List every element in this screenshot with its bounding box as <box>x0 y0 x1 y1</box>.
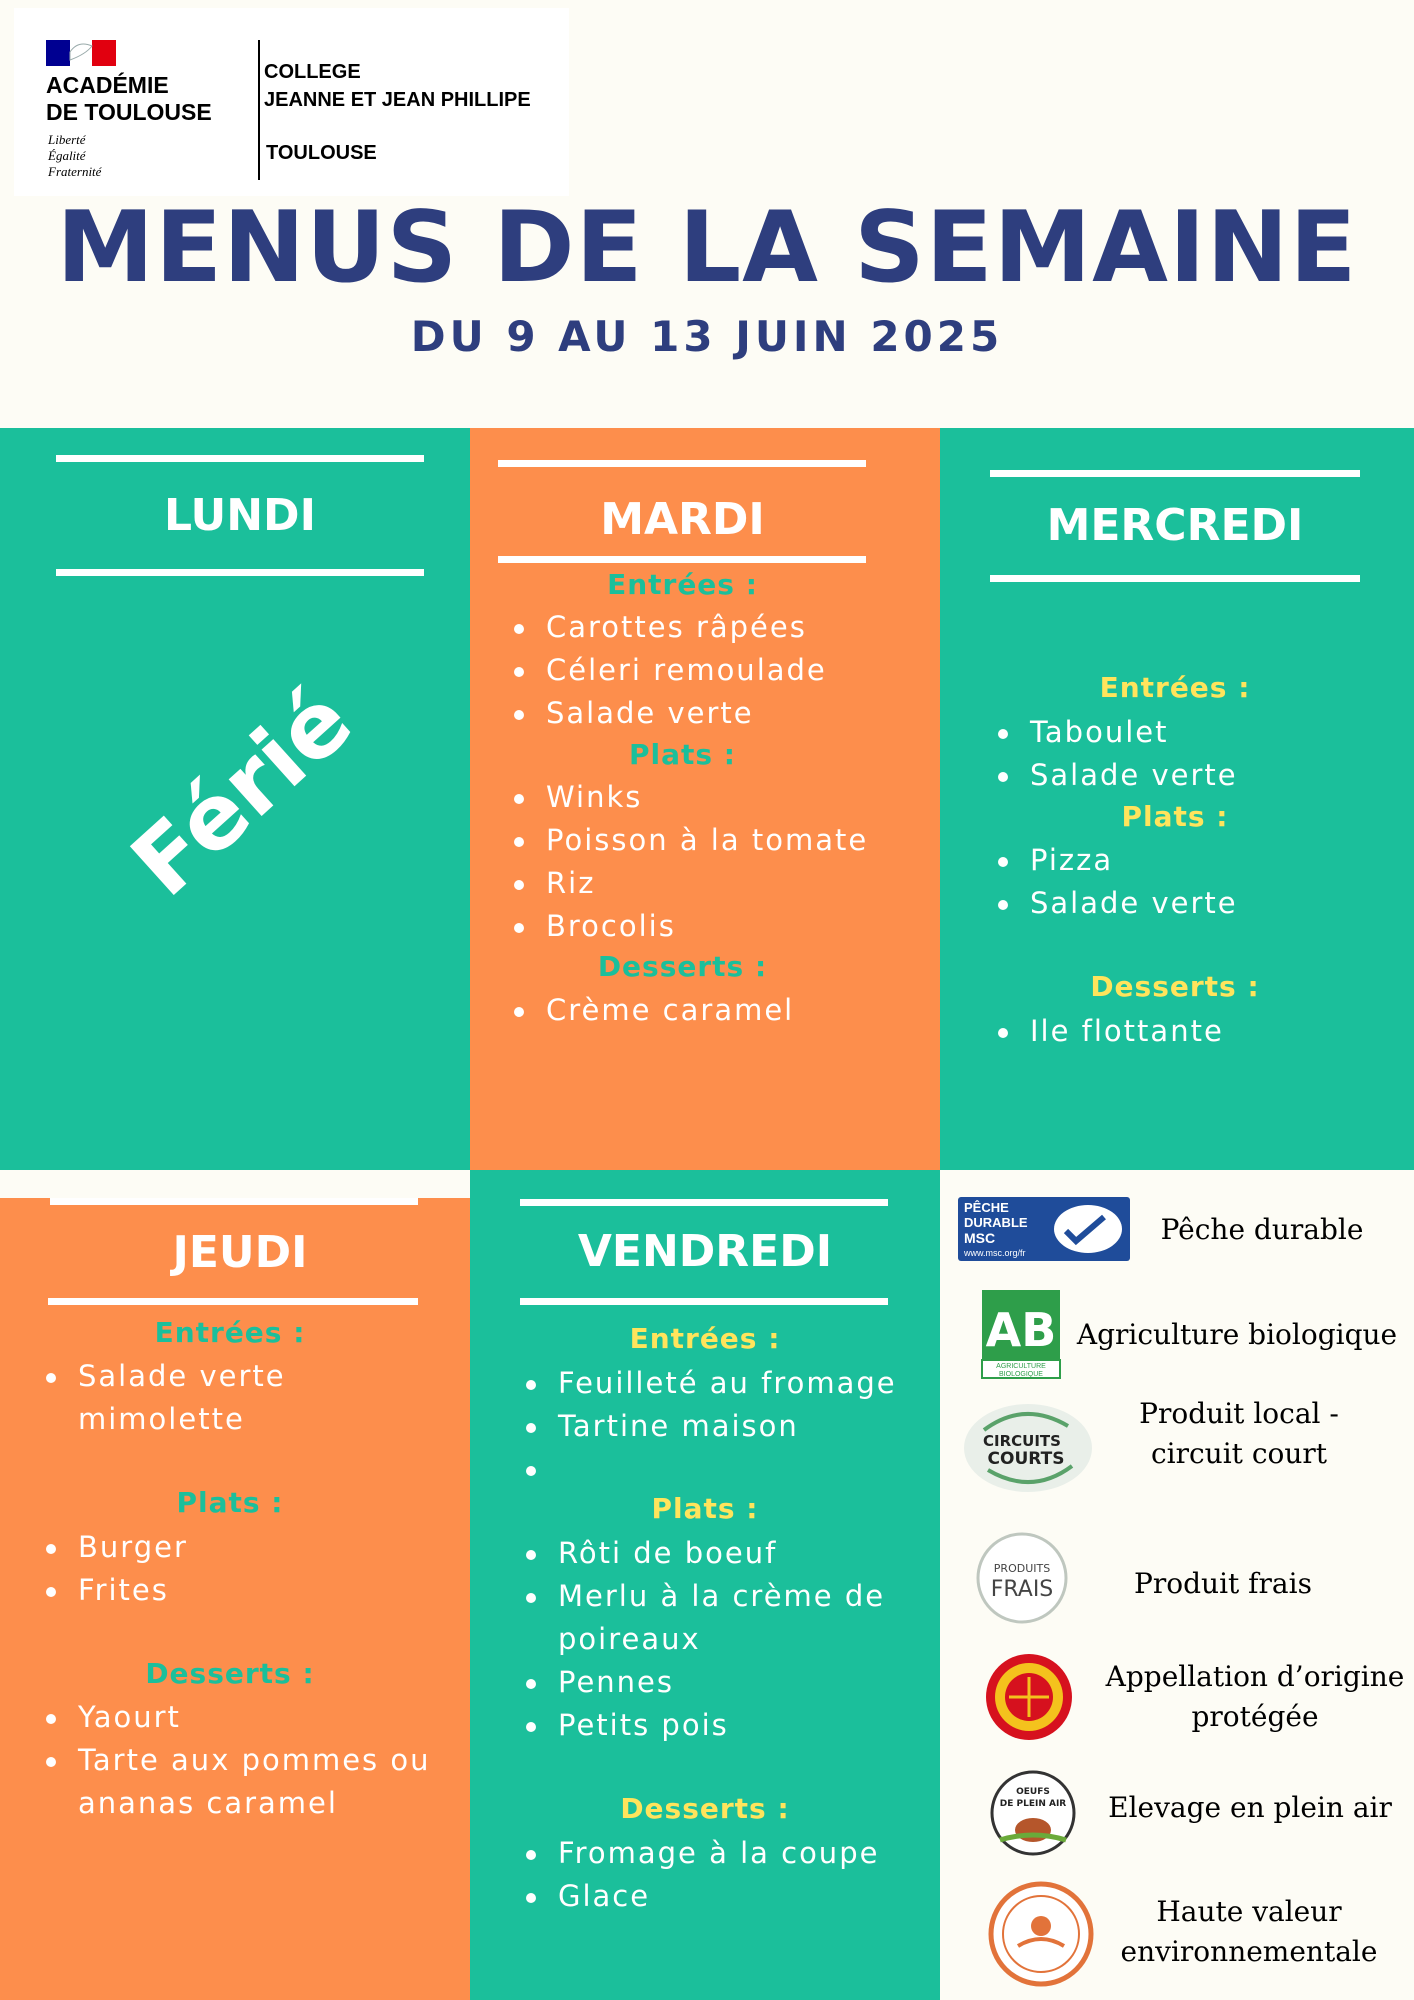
section-plats: Plats : <box>651 1492 759 1525</box>
list-desserts <box>992 1010 1224 1053</box>
day-title-mardi: MARDI <box>600 494 765 545</box>
list-plats <box>520 1532 885 1747</box>
section-entrees: Entrées : <box>154 1316 306 1349</box>
list-item: Feuilleté au fromage <box>520 1362 897 1405</box>
list-item: poireaux <box>558 1622 701 1656</box>
legend-label-line: Haute valeur <box>1156 1895 1342 1928</box>
list-item: ananas caramel <box>78 1786 338 1820</box>
section-desserts: Desserts : <box>145 1657 315 1690</box>
list-item: mimolette <box>78 1402 245 1436</box>
panel-mardi <box>470 428 940 1170</box>
page-title: MENUS DE LA SEMAINE <box>56 191 1358 305</box>
ab-bio-icon <box>980 1288 1062 1380</box>
motto-liberte: Liberté <box>48 132 86 147</box>
list-item: Poisson à la tomate <box>508 819 868 862</box>
produits-frais-icon <box>974 1530 1070 1626</box>
ab-text-biologique: BIOLOGIQUE <box>999 1371 1043 1378</box>
header-divider <box>258 40 260 180</box>
oeufs-text-2: DE PLEIN AIR <box>999 1799 1067 1809</box>
legend-label-line: Produit frais <box>1134 1567 1312 1600</box>
msc-text-durable: DURABLE <box>964 1215 1028 1230</box>
list-item: Ile flottante <box>992 1010 1224 1053</box>
marianne-flag-icon <box>46 38 116 68</box>
list-item: Tartine maison <box>520 1405 897 1448</box>
ab-letters: AB <box>985 1303 1057 1357</box>
rule-top <box>56 455 424 462</box>
day-title-vendredi: VENDREDI <box>577 1226 833 1277</box>
list-plats <box>992 839 1238 925</box>
day-title-jeudi: JEUDI <box>172 1227 308 1278</box>
frais-text-1: PRODUITS <box>993 1562 1051 1575</box>
college-line2: JEANNE ET JEAN PHILLIPE <box>264 89 531 111</box>
list-plats <box>40 1526 188 1612</box>
list-item: Salade verte <box>40 1355 286 1398</box>
list-entrees <box>520 1362 897 1491</box>
motto-egalite: Égalité <box>48 148 86 163</box>
list-item: Carottes râpées <box>508 606 827 649</box>
day-title-lundi: LUNDI <box>164 490 316 541</box>
panel-vendredi <box>470 1170 940 2000</box>
msc-text-peche: PÊCHE <box>964 1200 1009 1215</box>
legend-label-line: protégée <box>1191 1700 1319 1733</box>
legend-label-line: Agriculture biologique <box>1076 1318 1398 1351</box>
rule-bottom <box>520 1298 888 1305</box>
aop-icon <box>984 1652 1074 1742</box>
legend-label-peche-durable <box>1140 1210 1384 1250</box>
list-item: Tarte aux pommes ou <box>40 1739 431 1782</box>
section-plats: Plats : <box>176 1486 284 1519</box>
list-item <box>520 1448 897 1491</box>
legend-label-frais <box>1100 1564 1346 1604</box>
rule-top <box>520 1199 888 1206</box>
list-item: Yaourt <box>40 1696 431 1739</box>
rule-top <box>990 470 1360 477</box>
academie-line2: DE TOULOUSE <box>46 99 212 125</box>
motto-fraternite: Fraternité <box>48 164 102 179</box>
list-item: Brocolis <box>508 905 868 948</box>
section-desserts: Desserts : <box>1090 970 1260 1003</box>
list-item: Riz <box>508 862 868 905</box>
legend-label-line: Appellation d’origine <box>1105 1660 1405 1693</box>
academie-line1: ACADÉMIE <box>46 72 169 98</box>
list-item: Pennes <box>520 1661 885 1704</box>
list-item: Salade verte <box>992 882 1238 925</box>
panel-mercredi <box>940 428 1414 1170</box>
list-item: Pizza <box>992 839 1238 882</box>
oeufs-plein-air-icon <box>990 1770 1076 1856</box>
list-desserts <box>520 1832 879 1918</box>
legend-label-line: environnementale <box>1120 1935 1378 1968</box>
list-item: Merlu à la crème de <box>520 1575 885 1618</box>
rule-bottom <box>498 556 866 563</box>
list-item: Salade verte <box>508 692 827 735</box>
list-item: Taboulet <box>992 711 1238 754</box>
list-item: Frites <box>40 1569 188 1612</box>
section-desserts: Desserts : <box>597 950 768 983</box>
list-item: Crème caramel <box>508 989 794 1032</box>
msc-text-url: www.msc.org/fr <box>964 1248 1026 1258</box>
section-entrees: Entrées : <box>629 1322 781 1355</box>
academie-name <box>46 72 212 126</box>
list-desserts <box>508 989 794 1032</box>
section-entrees: Entrées : <box>1099 671 1251 704</box>
hve-icon <box>988 1880 1094 1988</box>
panel-jeudi <box>0 1198 470 2000</box>
list-item: Fromage à la coupe <box>520 1832 879 1875</box>
msc-peche-durable-icon <box>958 1197 1130 1261</box>
legend-label-line: Elevage en plein air <box>1108 1791 1392 1824</box>
rule-top <box>498 460 866 467</box>
legend-label-line: circuit court <box>1150 1437 1328 1470</box>
section-desserts: Desserts : <box>620 1792 790 1825</box>
frais-text-2: FRAIS <box>990 1577 1054 1602</box>
legend-label-line: Produit local - <box>1139 1397 1339 1430</box>
section-plats: Plats : <box>628 738 736 771</box>
msc-text-msc: MSC <box>964 1230 996 1246</box>
circuits-text-2: COURTS <box>987 1449 1065 1469</box>
list-item: Salade verte <box>992 754 1238 797</box>
circuits-text-1: CIRCUITS <box>983 1432 1061 1450</box>
list-plats <box>508 776 868 948</box>
legend-label-plein-air <box>1100 1788 1400 1828</box>
oeufs-text-1: OEUFS <box>1016 1787 1050 1797</box>
list-desserts <box>40 1696 431 1825</box>
page-subtitle: DU 9 AU 13 JUIN 2025 <box>410 312 1004 361</box>
college-city: TOULOUSE <box>266 142 377 164</box>
ab-text-agriculture: AGRICULTURE <box>996 1363 1046 1370</box>
list-item: Petits pois <box>520 1704 885 1747</box>
list-item: Glace <box>520 1875 879 1918</box>
circuits-courts-icon <box>962 1400 1094 1496</box>
rule-bottom <box>48 1298 418 1305</box>
rule-bottom <box>990 575 1360 582</box>
list-entrees <box>40 1355 286 1441</box>
legend-label-aop <box>1100 1657 1410 1737</box>
ferie-label: Férié <box>112 668 372 917</box>
college-name <box>264 58 531 114</box>
day-title-mercredi: MERCREDI <box>1046 500 1304 551</box>
list-entrees <box>992 711 1238 797</box>
list-item: Céleri remoulade <box>508 649 827 692</box>
section-plats: Plats : <box>1121 800 1229 833</box>
list-entrees <box>508 606 827 735</box>
legend-label-hve <box>1104 1892 1394 1972</box>
legend-label-local <box>1104 1394 1374 1474</box>
legend-label-bio <box>1072 1315 1402 1355</box>
list-item: Rôti de boeuf <box>520 1532 885 1575</box>
legend-label-line: Pêche durable <box>1160 1213 1364 1246</box>
republic-motto <box>48 132 101 180</box>
rule-bottom <box>56 569 424 576</box>
section-entrees: Entrées : <box>607 568 758 601</box>
jeudi-rule-top <box>50 1198 418 1205</box>
list-item: Burger <box>40 1526 188 1569</box>
header-logo-area <box>14 8 569 196</box>
list-item: Winks <box>508 776 868 819</box>
college-line1: COLLEGE <box>264 61 361 83</box>
